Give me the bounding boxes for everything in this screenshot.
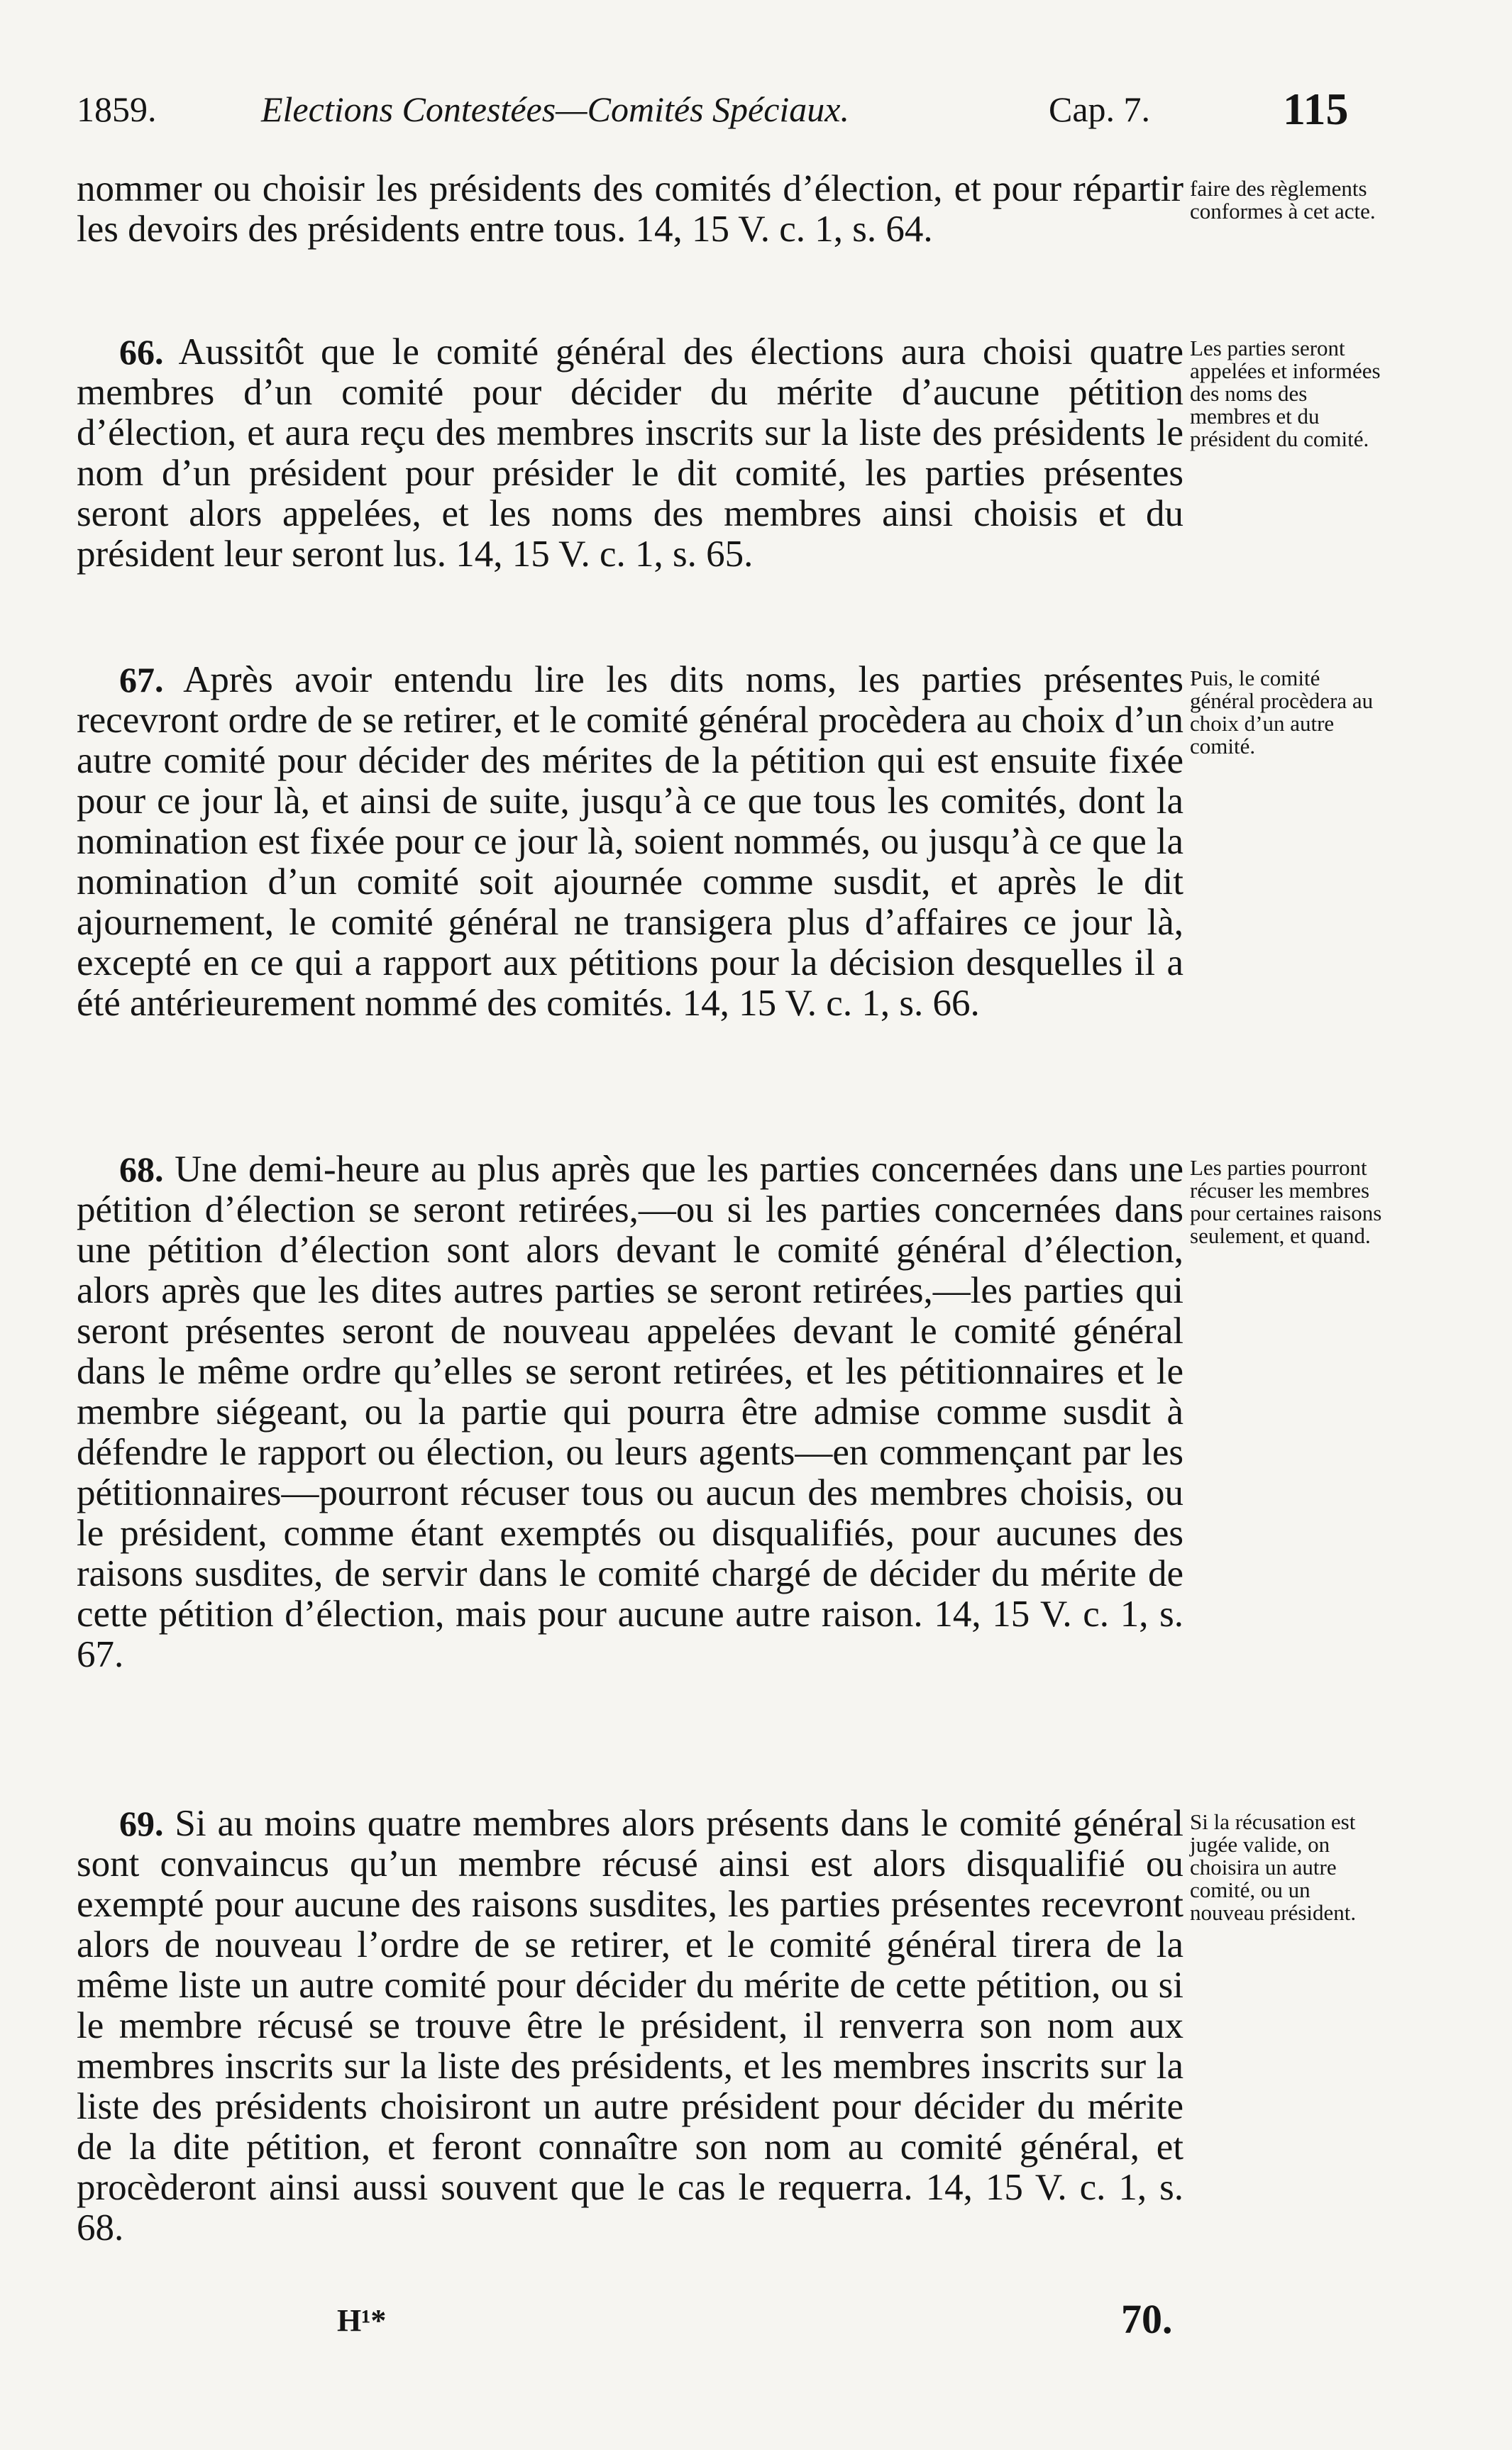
- header-title: Elections Contestées—Comités Spéciaux.: [261, 89, 850, 129]
- header-year: 1859.: [77, 89, 157, 129]
- section-69: [77, 1804, 1183, 2248]
- intro-text: nommer ou choisir les présidents des comités d’élection, et pour répartir les devoirs des présidents entre tous. 14, 15 V. c. 1, s. 64.: [77, 168, 1183, 250]
- section-text: Une demi-heure au plus après que les parties concernées dans une pétition d’élection se seront retirées,—ou si les parties concernées dans une pétition d’élection sont alors devant le comité général d’élection, alors après que les dites autres parties se seront retirées,—les parties qui seront présentes seront de nouveau appelées devant le comité général dans le même ordre qu’elles se seront retirées, et les pétitionnaires et le membre siégeant, ou la partie qui pourra être admise comme susdit à défendre le rapport ou élection, ou leurs agents—en commençant par les pétitionnaires—pourront récuser tous ou aucun des membres choisis, ou le président, comme étant exemptés ou disqualifiés, pour aucunes des raisons susdites, de servir dans le comité chargé de décider du mérite de cette pétition d’élection, mais pour aucune autre raison. 14, 15 V. c. 1, s. 67.: [77, 1149, 1184, 1675]
- section-number: 68.: [119, 1149, 164, 1189]
- intro-paragraph: [77, 169, 1183, 250]
- section-68-margin-note: Les parties pourront récuser les membres pour certaines raisons seulement, et quand.: [1190, 1155, 1382, 1248]
- section-text: Si au moins quatre membres alors présents dans le comité général sont convaincus qu’un membre récusé ainsi est alors disqualifié ou exempté pour aucune des raisons susdites, les parties présentes recevront alors de nouveau l’ordre de se retirer, et le comité général tirera de la même liste un autre comité pour décider du mérite de cette pétition, ou si le membre récusé se trouve être le président, il renverra son nom aux membres inscrits sur la liste des présidents, et les membres inscrits sur la liste des présidents choisiront un autre président pour décider du mérite de la dite pétition, et feront connaître son nom au comité général, et procèderont ainsi aussi souvent que le cas le requerra. 14, 15 V. c. 1, s. 68.: [77, 1803, 1184, 2248]
- section-67: [77, 660, 1183, 1024]
- section-66-margin-note: Les parties seront appelées et informées des noms des membres et du président du comité.: [1190, 336, 1381, 451]
- header-chapter: Cap. 7.: [1049, 89, 1151, 129]
- section-69-margin-note: Si la récusation est jugée valide, on choisira un autre comité, ou un nouveau président.: [1190, 1809, 1357, 1925]
- running-header: [77, 84, 1382, 138]
- section-66: [77, 332, 1183, 575]
- signature-mark: H¹*: [337, 2303, 387, 2338]
- section-67-margin-note: Puis, le comité général procèdera au choix d’un autre comité.: [1190, 666, 1374, 758]
- page-number: 115: [1283, 84, 1349, 134]
- section-number: 66.: [119, 332, 164, 372]
- section-68: [77, 1149, 1183, 1675]
- intro-margin-note: faire des règlements conformes à cet acte.: [1190, 176, 1376, 224]
- section-number: 69.: [119, 1804, 164, 1843]
- folio-number: 70.: [1121, 2296, 1173, 2342]
- section-text: Aussitôt que le comité général des élections aura choisi quatre membres d’un comité pour décider du mérite d’aucune pétition d’élection, et aura reçu des membres inscrits sur la liste des présidents le nom d’un président pour présider le dit comité, les parties présentes seront alors appelées, et les noms des membres ainsi choisis et du président leur seront lus. 14, 15 V. c. 1, s. 65.: [77, 331, 1183, 575]
- section-number: 67.: [119, 660, 164, 700]
- section-text: Après avoir entendu lire les dits noms, les parties présentes recevront ordre de se retirer, et le comité général procèdera au choix d’un autre comité pour décider des mérites de la pétition qui est ensuite fixée pour ce jour là, et ainsi de suite, jusqu’à ce que tous les comités, dont la nomination est fixée pour ce jour là, soient nommés, ou jusqu’à ce que la nomination d’un comité soit ajournée comme susdit, et après le dit ajournement, le comité général ne transigera plus d’affaires ce jour là, excepté en ce qui a rapport aux pétitions pour la décision desquelles il a été antérieurement nommé des comités. 14, 15 V. c. 1, s. 66.: [77, 659, 1184, 1024]
